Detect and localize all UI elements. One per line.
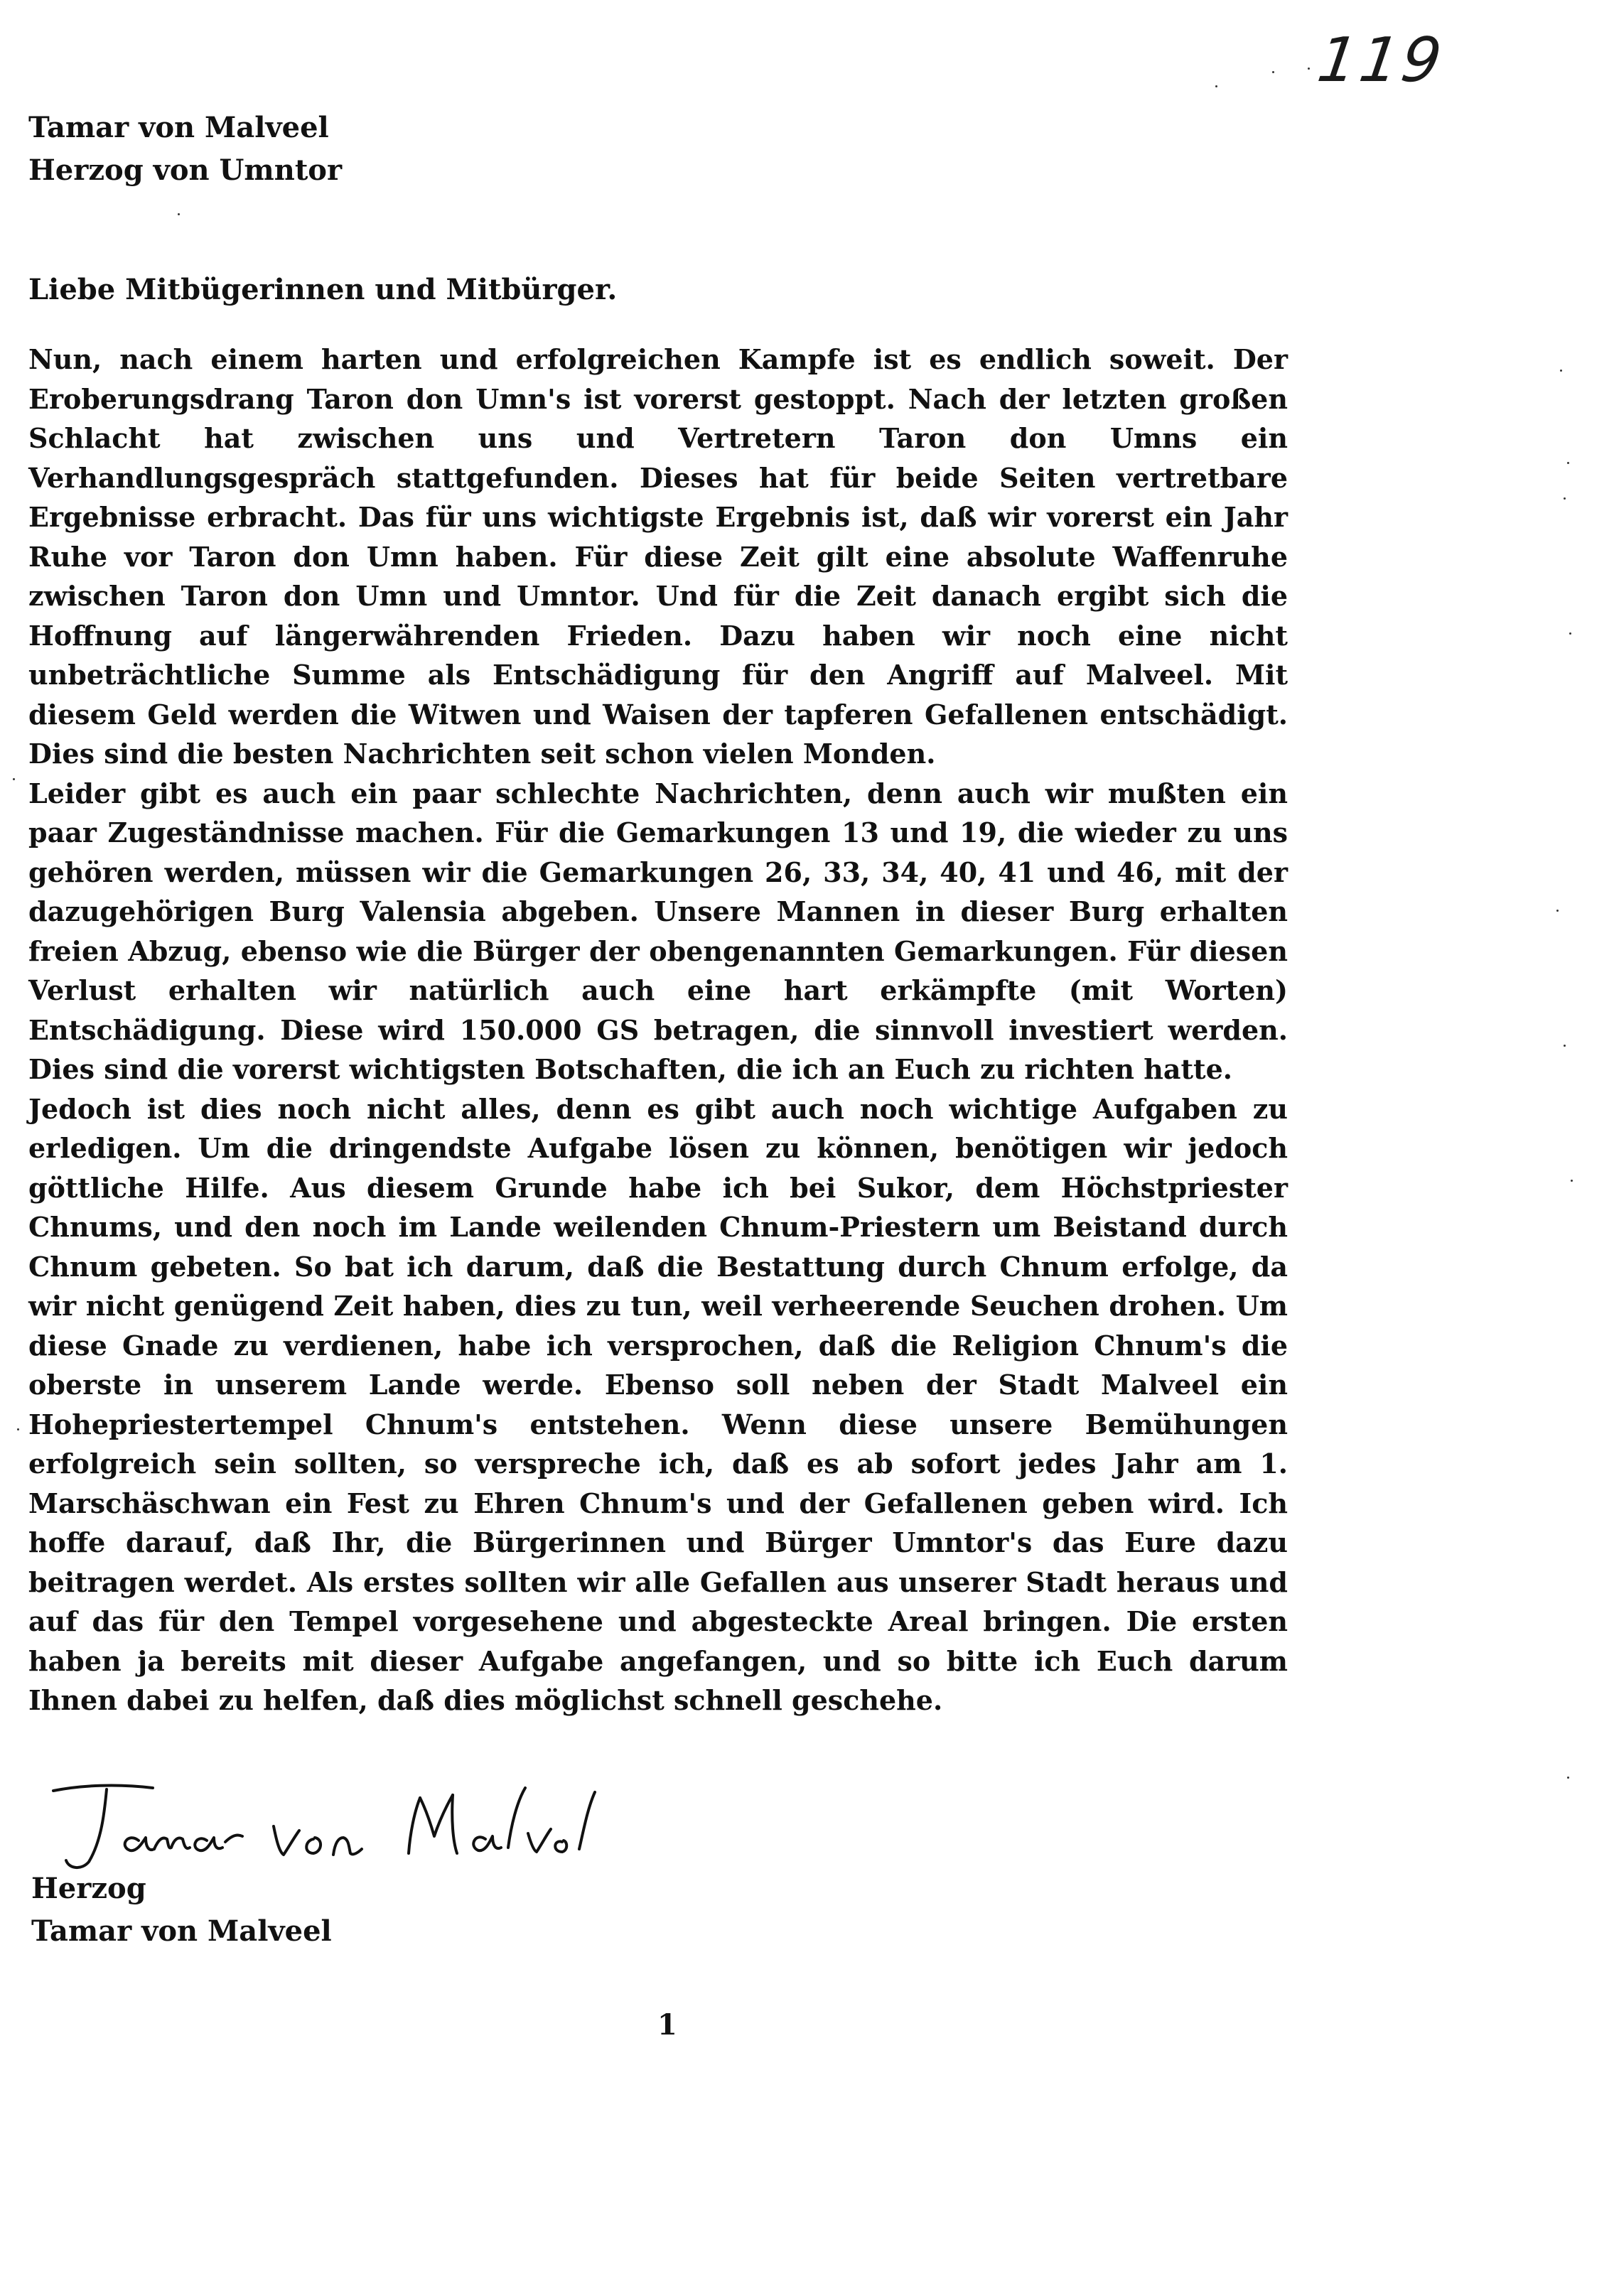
- scan-speck: [1569, 632, 1571, 635]
- letter-body: [28, 340, 1288, 1720]
- closing-block: [31, 1867, 332, 1953]
- scan-speck: [1560, 370, 1562, 372]
- scan-speck: [1215, 85, 1217, 87]
- scan-speck: [178, 213, 180, 215]
- handwritten-page-number: 119: [1313, 25, 1449, 96]
- paragraph-peace-news: Nun, nach einem harten und erfolgreichen Kampfe ist es endlich soweit. Der Eroberungsdrang Taron don Umn's ist vorerst gestoppt. Nach der letzten großen Schlacht hat zwischen uns und Vertretern Taron don Umns ein Verhandlungsgespräch stattgefunden. Dieses hat für beide Seiten vertretbare Ergebnisse erbracht. Das für uns wichtigste Ergebnis ist, daß wir vorerst ein Jahr Ruhe vor Taron don Umn haben. Für diese Zeit gilt eine absolute Waffenruhe zwischen Taron don Umn und Umntor. Und für die Zeit danach ergibt sich die Hoffnung auf längerwährenden Frieden. Dazu haben wir noch eine nicht unbeträchtliche Summe als Entschädigung für den Angriff auf Malveel. Mit diesem Geld werden die Witwen und Waisen der tapferen Gefallenen entschädigt. Dies sind die besten Nachrichten seit schon vielen Monden.: [28, 343, 1288, 770]
- scan-speck: [1272, 71, 1274, 73]
- footer-page-number: 1: [657, 2008, 677, 2042]
- scan-speck: [1564, 1045, 1566, 1047]
- signature-graphic: [39, 1762, 608, 1883]
- sender-name: Tamar von Malveel: [28, 111, 329, 144]
- sender-title: Herzog von Umntor: [28, 153, 343, 187]
- salutation: Liebe Mitbügerinnen und Mitbürger.: [28, 273, 618, 306]
- scan-speck: [1308, 68, 1310, 70]
- scan-speck: [1556, 910, 1559, 912]
- scan-speck: [1571, 1180, 1573, 1182]
- handwritten-signature: [39, 1762, 608, 1883]
- sender-block: [28, 107, 342, 192]
- closing-title: Herzog: [31, 1872, 146, 1905]
- scan-speck: [1564, 497, 1566, 500]
- scan-speck: [17, 1428, 19, 1430]
- paragraph-concessions: Leider gibt es auch ein paar schlechte Nachrichten, denn auch wir mußten ein paar Zugeständnisse machen. Für die Gemarkungen 13 und 19, die wieder zu uns gehören werden, müssen wir die Gemarkungen 26, 33, 34, 40, 41 und 46, mit der dazugehörigen Burg Valensia abgeben. Unsere Mannen in dieser Burg erhalten freien Abzug, ebenso wie die Bürger der obengenannten Gemarkungen. Für diesen Verlust erhalten wir natürlich auch eine hart erkämpfte (mit Worten) Entschädigung. Diese wird 150.000 GS betragen, die sinnvoll investiert werden. Dies sind die vorerst wichtigsten Botschaften, die ich an Euch zu richten hatte.: [28, 777, 1288, 1085]
- scan-speck: [1567, 462, 1569, 464]
- closing-name: Tamar von Malveel: [31, 1914, 332, 1948]
- scan-speck: [13, 778, 15, 780]
- scan-speck: [1567, 1777, 1569, 1779]
- paragraph-tasks: Jedoch ist dies noch nicht alles, denn es gibt auch noch wichtige Aufgaben zu erledigen. Um die dringendste Aufgabe lösen zu können, benötigen wir jedoch göttliche Hilfe. Aus diesem Grunde habe ich bei Sukor, dem Höchstpriester Chnums, und den noch im Lande weilenden Chnum-Priestern um Beistand durch Chnum gebeten. So bat ich darum, daß die Bestattung durch Chnum erfolge, da wir nicht genügend Zeit haben, dies zu tun, weil verheerende Seuchen drohen. Um diese Gnade zu verdienen, habe ich versprochen, daß die Religion Chnum's die oberste in unserem Lande werde. Ebenso soll neben der Stadt Malveel ein Hohepriestertempel Chnum's entstehen. Wenn diese unsere Bemühungen erfolgreich sein sollten, so verspreche ich, daß es ab sofort jedes Jahr am 1. Marschäschwan ein Fest zu Ehren Chnum's und der Gefallenen geben wird. Ich hoffe darauf, daß Ihr, die Bürgerinnen und Bürger Umntor's das Eure dazu beitragen werdet. Als erstes sollten wir alle Gefallen aus unserer Stadt heraus und auf das für den Tempel vorgesehene und abgesteckte Areal bringen. Die ersten haben ja bereits mit dieser Aufgabe angefangen, und so bitte ich Euch darum Ihnen dabei zu helfen, daß dies möglichst schnell geschehe.: [28, 1092, 1288, 1716]
